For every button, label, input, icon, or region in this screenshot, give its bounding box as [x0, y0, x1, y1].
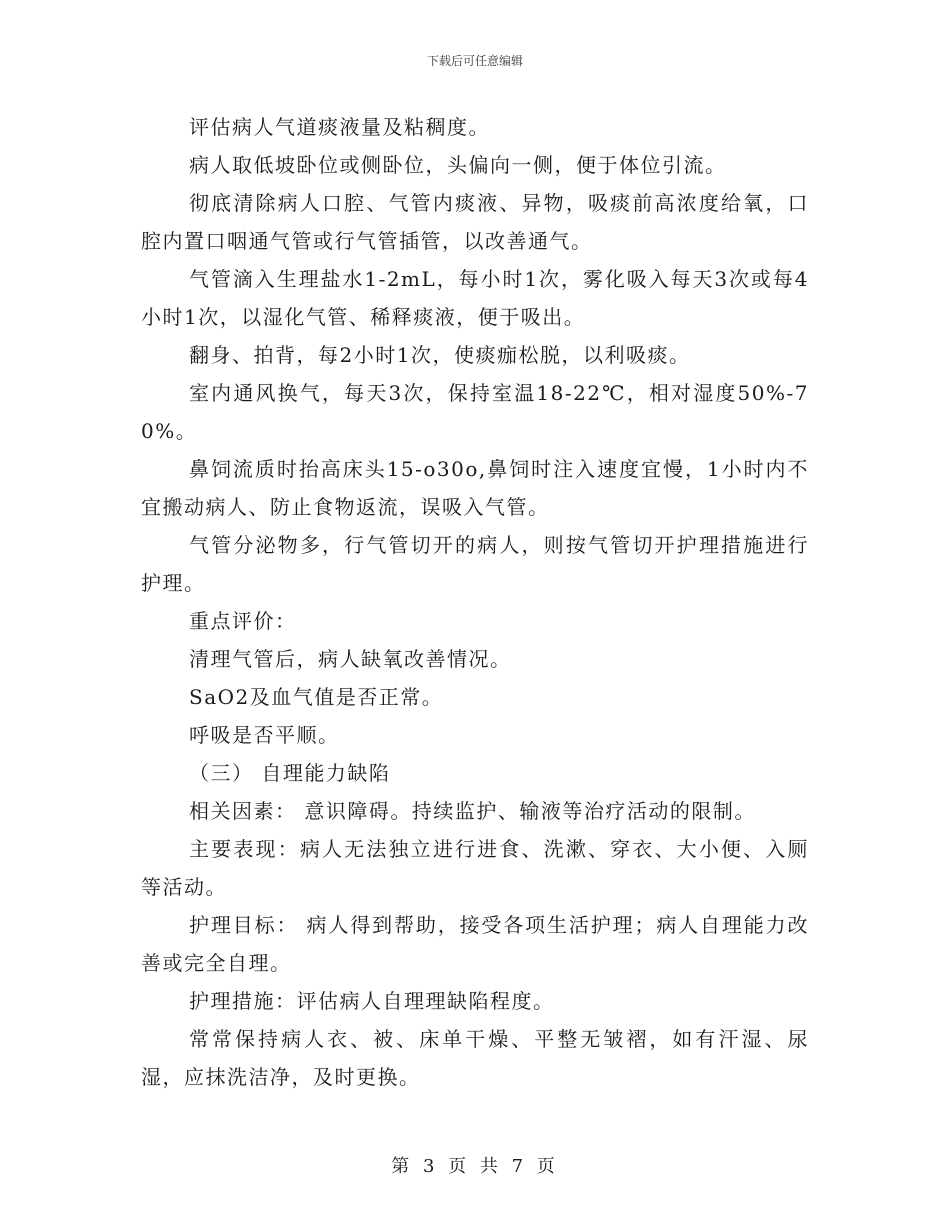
paragraph-main-symptoms: 主要表现：病人无法独立进行进食、洗漱、穿衣、大小便、入厕等活动。	[141, 837, 809, 899]
paragraph-care-measures: 护理措施：评估病人自理理缺陷程度。	[189, 989, 555, 1013]
paragraph-tracheotomy: 气管分泌物多，行气管切开的病人，则按气管切开护理措施进行护理。	[141, 533, 809, 595]
paragraph-care-goal: 护理目标： 病人得到帮助，接受各项生活护理；病人自理能力改善或完全自理。	[141, 913, 809, 975]
page-number: 第 3 页 共 7 页	[391, 1156, 559, 1177]
paragraph-nasal-feeding: 鼻饲流质时抬高床头15-o30o,鼻饲时注入速度宜慢，1小时内不宜搬动病人、防止食物返流，误吸入气管。	[141, 457, 809, 519]
paragraph-clear-airway: 彻底清除病人口腔、气管内痰液、异物，吸痰前高浓度给氧，口腔内置口咽通气管或行气管插管，以改善通气。	[141, 191, 809, 253]
paragraph-key-evaluation: 重点评价：	[189, 609, 297, 633]
paragraph-related-factors: 相关因素： 意识障碍。持续监护、输液等治疗活动的限制。	[189, 799, 756, 823]
paragraph-saline-drip: 气管滴入生理盐水1-2mL，每小时1次，雾化吸入每天3次或每4小时1次，以湿化气管、稀释痰液，便于吸出。	[141, 267, 809, 329]
paragraph-keep-dry: 常常保持病人衣、被、床单干燥、平整无皱褶，如有汗湿、尿湿，应抹洗洁净，及时更换。	[141, 1027, 809, 1089]
paragraph-position: 病人取低坡卧位或侧卧位，头偏向一侧，便于体位引流。	[189, 153, 727, 177]
paragraph-breathing: 呼吸是否平顺。	[189, 723, 340, 747]
page-header: 下载后可任意编辑	[426, 54, 523, 68]
paragraph-turn-pat: 翻身、拍背，每2小时1次，使痰痂松脱，以利吸痰。	[189, 343, 691, 367]
paragraph-ventilation: 室内通风换气，每天3次，保持室温18-22℃，相对湿度50%-70%。	[141, 381, 809, 443]
paragraph-hypoxia: 清理气管后，病人缺氧改善情况。	[189, 647, 512, 671]
paragraph-assess-sputum: 评估病人气道痰液量及粘稠度。	[189, 115, 490, 139]
document-body	[141, 108, 809, 1096]
section-heading-self-care: （三） 自理能力缺陷	[189, 761, 391, 785]
paragraph-blood-gas: SaO2及血气值是否正常。	[189, 685, 444, 709]
